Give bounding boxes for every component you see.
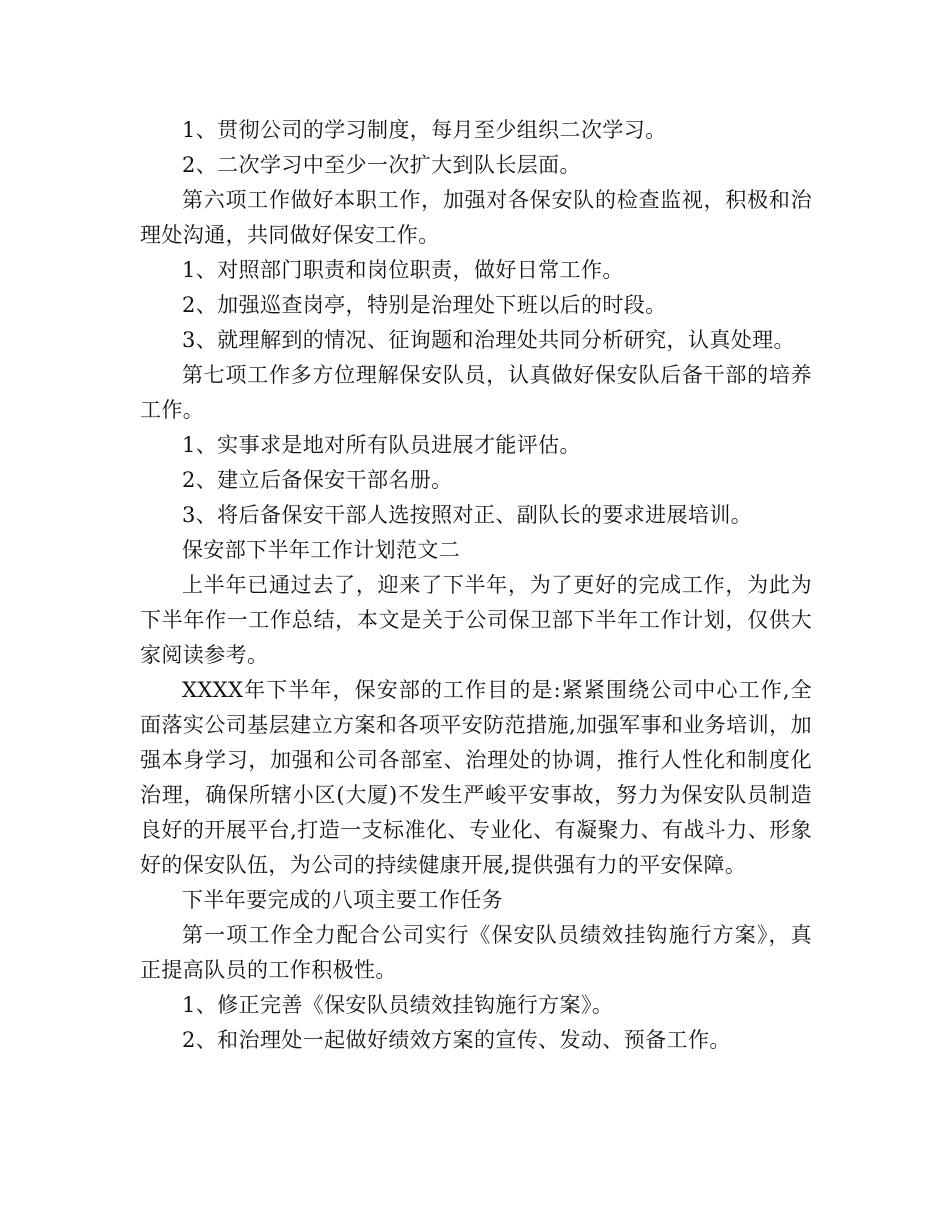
section-heading-sample-two: 保安部下半年工作计划范文二 (182, 538, 461, 562)
paragraph-daily-work: 1、对照部门职责和岗位职责，做好日常工作。 (182, 258, 624, 282)
paragraph-goals: XXXX年下半年，保安部的工作目的是:紧紧围绕公司中心工作,全面落实公司基层建立方案和各项平安防范措施,加强军事和业务培训，加强本身学习，加强和公司各部室、治理处的协调，推行人性化和制度化治理，确保所辖小区(大厦)不发生严峻平安事故，努力为保安队员制造良好的开展平台,打造一支标准化、专业化、有凝聚力、有战斗力、形象好的保安队伍，为公司的持续健康开展,提供强有力的平安保障。 (140, 678, 812, 877)
paragraph-intro: 上半年已通过去了，迎来了下半年，为了更好的完成工作，为此为下半年作一工作总结，本文是关于公司保卫部下半年工作计划，仅供大家阅读参考。 (140, 573, 812, 667)
paragraph-evaluation: 1、实事求是地对所有队员进展才能评估。 (182, 433, 581, 457)
paragraph-training: 3、将后备保安干部人选按照对正、副队长的要求进展培训。 (182, 503, 753, 527)
paragraph-item-seven: 第七项工作多方位理解保安队员，认真做好保安队后备干部的培养工作。 (140, 363, 812, 422)
paragraph-item-one: 第一项工作全力配合公司实行《保安队员绩效挂钩施行方案》，真正提高队员的工作积极性。 (140, 923, 812, 982)
section-heading-eight-tasks: 下半年要完成的八项主要工作任务 (182, 888, 503, 912)
paragraph-item-six: 第六项工作做好本职工作，加强对各保安队的检查监视，积极和治理处沟通，共同做好保安工作。 (140, 188, 812, 247)
paragraph-captain-level: 2、二次学习中至少一次扩大到队长层面。 (182, 153, 581, 177)
paragraph-preparation: 2、和治理处一起做好绩效方案的宣传、发动、预备工作。 (182, 1028, 731, 1052)
paragraph-study-system: 1、贯彻公司的学习制度，每月至少组织二次学习。 (182, 118, 667, 142)
paragraph-roster: 2、建立后备保安干部名册。 (182, 468, 453, 492)
paragraph-patrol: 2、加强巡查岗亭，特别是治理处下班以后的时段。 (182, 293, 667, 317)
paragraph-revise-plan: 1、修正完善《保安队员绩效挂钩施行方案》。 (182, 993, 614, 1017)
document-body (140, 113, 812, 1058)
paragraph-analysis: 3、就理解到的情况、征询题和治理处共同分析研究，认真处理。 (182, 328, 795, 352)
